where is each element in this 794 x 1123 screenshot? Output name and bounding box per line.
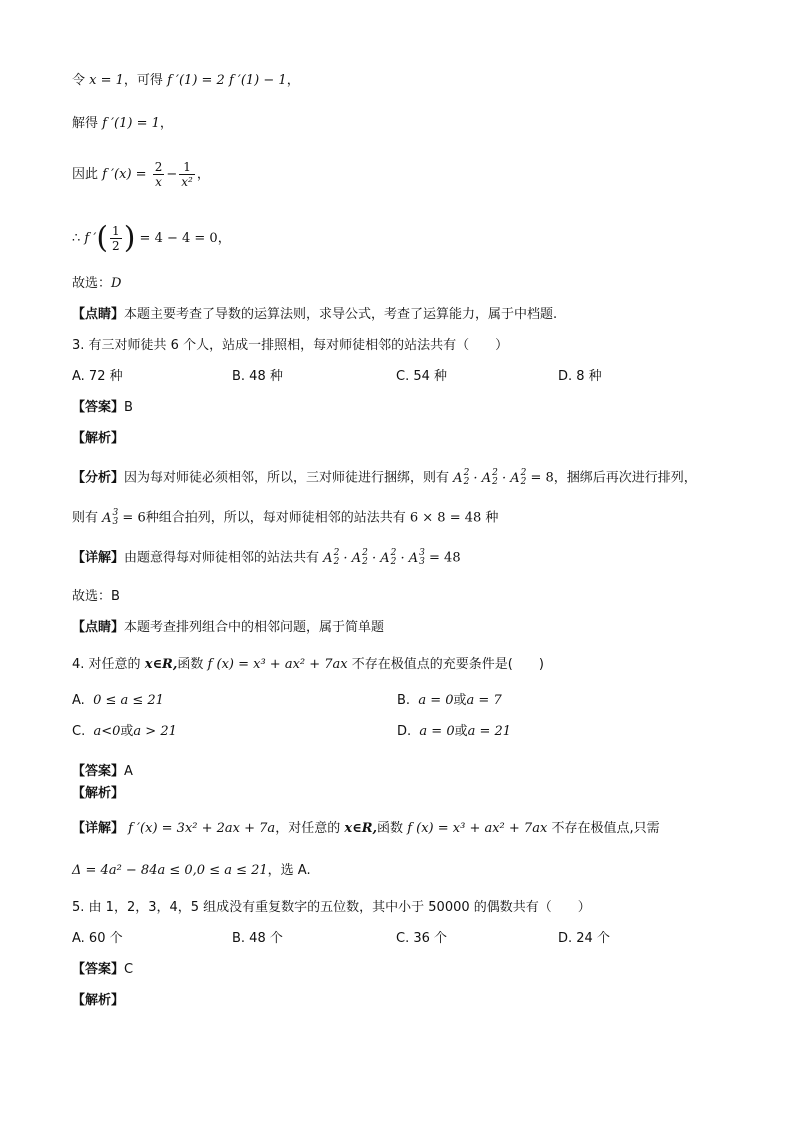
line-evaluate (72, 222, 231, 256)
math-x-in-r: x∈R, (144, 657, 178, 672)
text: ， (196, 167, 210, 182)
numerator: 1 (112, 224, 120, 238)
text: ，可得 (123, 73, 163, 88)
q3-option-a: A. 72 种 (72, 369, 123, 384)
text: 或 (453, 693, 467, 708)
text: ， (159, 116, 173, 131)
math-result: = 6 (122, 510, 146, 526)
option-math: a = 0 (419, 724, 455, 739)
question-4-stem (72, 656, 544, 674)
q3-detail (72, 549, 461, 568)
text: 解得 (72, 116, 99, 131)
minus-sign: − (166, 167, 178, 182)
q5-answer (72, 961, 133, 979)
tag-answer: 【答案】 (72, 400, 125, 415)
line-let-x (72, 72, 300, 90)
option-label: D. (397, 724, 412, 739)
numerator: 1 (179, 160, 195, 175)
option-math: a = 7 (466, 693, 502, 708)
math-derivative: f ′(x) = 3x² + 2ax + 7a (128, 821, 276, 836)
option-math: 0 ≤ a ≤ 21 (93, 693, 164, 708)
answer-value: C (124, 962, 134, 977)
text: ， (217, 231, 231, 246)
q4-detail-cont (72, 862, 311, 880)
fraction-1-over-x2 (179, 160, 195, 189)
answer-letter: D (111, 276, 122, 291)
text: 或 (454, 724, 468, 739)
option-math: a > 21 (133, 724, 177, 739)
tag-detail: 【详解】 (72, 821, 125, 836)
math-x-equals-1: x = 1 (89, 73, 124, 88)
option-math: a = 0 (418, 693, 454, 708)
answer-letter: B (111, 589, 120, 604)
math-fprime: f ′(x) = (102, 167, 151, 182)
text: 或 (120, 724, 134, 739)
option-math: a = 21 (467, 724, 512, 739)
line-choose (72, 275, 121, 293)
text: 则有 (72, 510, 99, 526)
tag-analysis: 【解析】 (72, 431, 125, 446)
text: 因此 (72, 167, 99, 182)
q4-option-b (397, 692, 502, 710)
text: 不存在极值点,只需 (551, 821, 660, 836)
text: 令 (72, 73, 86, 88)
text: 本题考查排列组合中的相邻问题，属于简单题 (124, 620, 385, 635)
math-a33: A 3 3 (102, 508, 119, 527)
q3-fenxi (72, 469, 697, 488)
q5-option-a: A. 60 个 (72, 931, 123, 946)
text: 函数 (177, 657, 204, 672)
right-paren: ) (123, 220, 136, 256)
math-x-in-r: x∈R, (344, 821, 378, 836)
math-product-a22-a33: A 2 2 · A 2 2 · A 2 2 · A 3 3 (323, 548, 425, 567)
q5-option-d: D. 24 个 (558, 931, 610, 946)
tag-dianjing: 【点睛】 (72, 307, 125, 322)
line-dianjing (72, 306, 557, 324)
tag-fenxi: 【分析】 (72, 470, 125, 486)
left-paren: ( (96, 220, 109, 256)
text: 4. 对任意的 (72, 657, 141, 672)
math-function: f (x) = x³ + ax² + 7ax (407, 821, 548, 836)
text: 由题意得每对师徒相邻的站法共有 (124, 550, 320, 566)
text: ，对任意的 (275, 821, 341, 836)
math-result: = 8 (530, 470, 554, 486)
option-math: a<0 (93, 724, 121, 739)
fraction-1-over-2 (110, 224, 122, 253)
text: 故选： (72, 589, 112, 604)
text: ，捆绑后再次进行排列， (553, 470, 697, 486)
q3-option-b: B. 48 种 (232, 369, 283, 384)
math-function: f (x) = x³ + ax² + 7ax (207, 657, 348, 672)
math-result: f ′(1) = 1 (102, 116, 160, 131)
denominator: x (155, 175, 162, 189)
question-5-stem: 5. 由 1，2，3，4，5 组成没有重复数字的五位数，其中小于 50000 的偶数共有（ ） (72, 900, 591, 915)
tag-dianjing: 【点睛】 (72, 620, 125, 635)
therefore-symbol: ∴ (72, 231, 81, 246)
line-solve (72, 115, 173, 133)
option-label: A. (72, 693, 85, 708)
tag-analysis: 【解析】 (72, 993, 125, 1008)
math-result: = 48 (429, 550, 461, 566)
q5-analysis (72, 992, 124, 1010)
text: 因为每对师徒必须相邻，所以，三对师徒进行捆绑，则有 (124, 470, 450, 486)
text: 本题主要考查了导数的运算法则，求导公式，考查了运算能力，属于中档题. (124, 307, 558, 322)
q4-option-c (72, 723, 177, 741)
option-label: C. (72, 724, 86, 739)
text: 种组合拍列，所以，每对师徒相邻的站法共有 (145, 510, 406, 526)
math-equation: f ′(1) = 2 f ′(1) − 1 (167, 73, 287, 88)
math-result: = 4 − 4 = 0 (139, 231, 218, 246)
text: ， (286, 73, 300, 88)
denominator: x² (181, 175, 193, 189)
tag-answer: 【答案】 (72, 764, 125, 779)
math-a22-product: A 2 2 · A 2 2 · A 2 2 (453, 468, 527, 487)
fraction-2-over-x (153, 160, 165, 189)
answer-value: A (124, 764, 133, 779)
tag-analysis: 【解析】 (72, 786, 125, 801)
q3-option-c: C. 54 种 (396, 369, 448, 384)
q3-option-d: D. 8 种 (558, 369, 602, 384)
q4-detail (72, 820, 660, 838)
q4-option-a (72, 692, 164, 710)
math-discriminant: Δ = 4a² − 84a ≤ 0,0 ≤ a ≤ 21 (72, 863, 268, 878)
option-label: B. (397, 693, 411, 708)
text: 函数 (377, 821, 404, 836)
tag-detail: 【详解】 (72, 550, 125, 566)
line-therefore-derivative (72, 158, 210, 192)
denominator: 2 (112, 239, 120, 253)
math-product: 6 × 8 = 48 (409, 510, 482, 526)
tag-answer: 【答案】 (72, 962, 125, 977)
q5-option-c: C. 36 个 (396, 931, 448, 946)
q3-answer (72, 399, 133, 417)
q3-dianjing (72, 619, 384, 637)
text: 不存在极值点的充要条件是( ) (351, 657, 544, 672)
math-fprime: f ′ (84, 231, 97, 246)
text: 故选： (72, 276, 112, 291)
numerator: 2 (154, 160, 163, 174)
q3-choose (72, 588, 120, 606)
q3-fenxi-cont (72, 509, 498, 528)
text: 种 (485, 510, 499, 526)
q3-analysis (72, 430, 124, 448)
q4-option-d (397, 723, 511, 741)
q4-analysis (72, 785, 124, 803)
q4-answer (72, 763, 133, 781)
answer-value: B (124, 400, 133, 415)
question-3-stem: 3. 有三对师徒共 6 个人，站成一排照相，每对师徒相邻的站法共有（ ） (72, 338, 509, 353)
text: ，选 A. (267, 863, 311, 878)
q5-option-b: B. 48 个 (232, 931, 283, 946)
